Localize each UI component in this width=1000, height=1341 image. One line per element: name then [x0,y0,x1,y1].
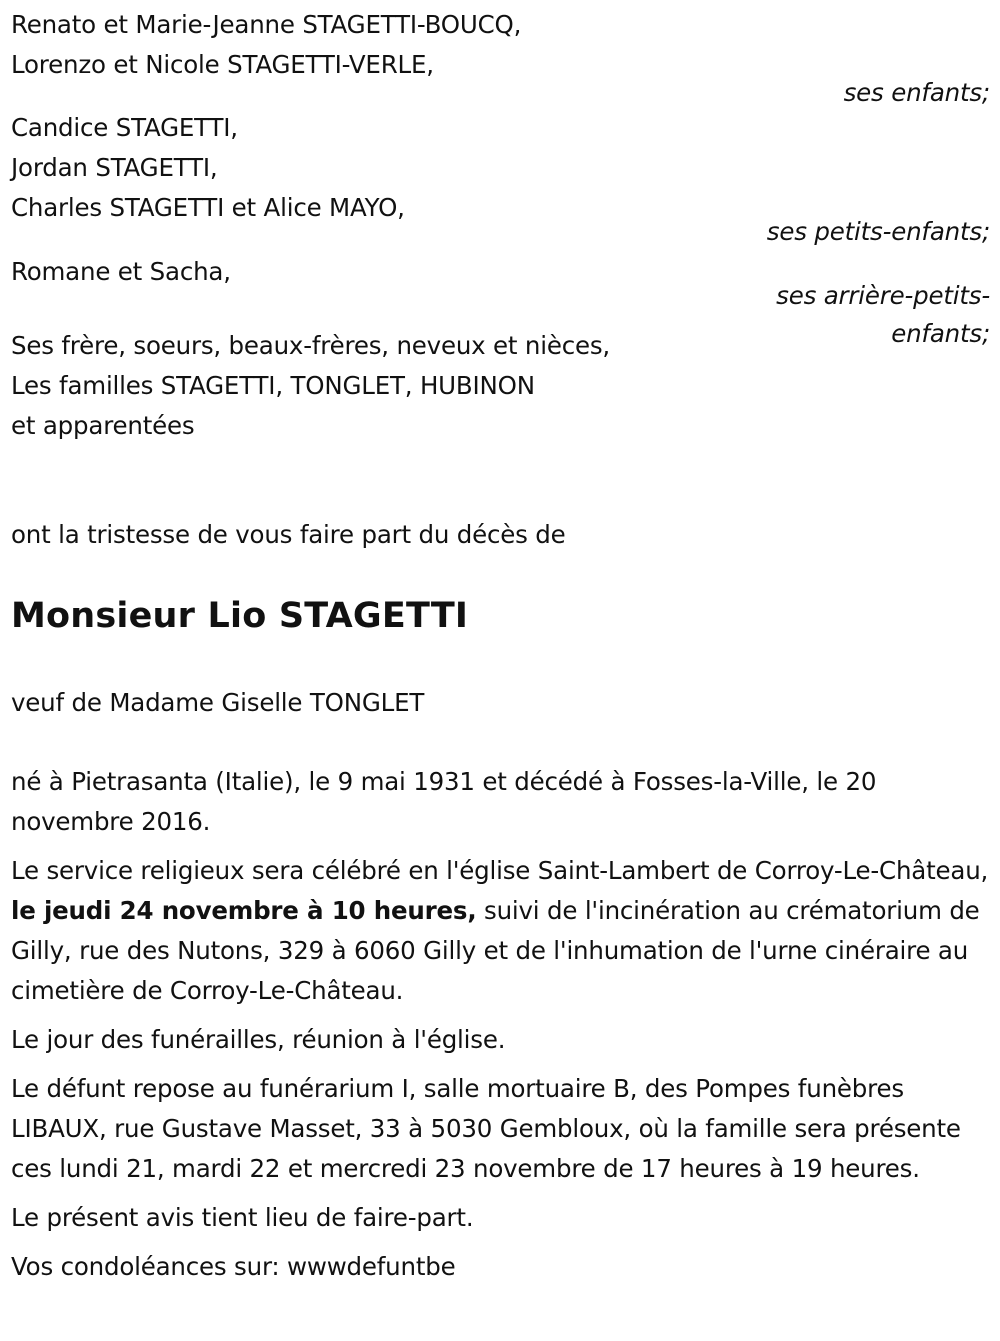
relation-label: ses enfants; [843,78,990,107]
grandchild-line: Jordan STAGETTI, [11,153,218,182]
deceased-name: Monsieur Lio STAGETTI [11,596,469,636]
widow-of-text: veuf de Madame Giselle TONGLET [11,688,425,717]
extended-family-group [11,326,610,446]
grandchild-line: Charles STAGETTI et Alice MAYO, [11,193,405,222]
service-text: Le service religieux sera célébré en l'église Saint-Lambert de Corroy-Le-Château, [11,856,989,885]
relation-label: ses arrière-petits-enfants; [776,281,990,348]
condolences-paragraph: Vos condoléances sur: wwwdefuntbe [11,1252,456,1281]
great-grandchild-line: Romane et Sacha, [11,257,231,286]
relation-label: ses petits-enfants; [766,217,990,246]
family-line: Les familles STAGETTI, TONGLET, HUBINON [11,371,535,400]
children-group [11,5,990,107]
service-paragraph [11,851,996,1011]
announcement-text: ont la tristesse de vous faire part du décès de [11,520,566,549]
service-text-continued: suivi de l'incinération au crématorium de Gilly, rue des Nutons, 329 à 6060 Gilly et de l'inhumation de l'urne cinéraire au cimetière de Corroy-Le-Château. [11,896,980,1005]
family-line: Ses frère, soeurs, beaux-frères, neveux et nièces, [11,331,611,360]
birth-death-paragraph: né à Pietrasanta (Italie), le 9 mai 1931 et décédé à Fosses-la-Ville, le 20 novembre 2016. [11,767,877,836]
grandchild-line: Candice STAGETTI, [11,113,238,142]
notice-paragraph: Le présent avis tient lieu de faire-part. [11,1203,474,1232]
grandchildren-group [11,108,990,246]
obituary-body [11,762,996,1296]
repose-paragraph: Le défunt repose au funérarium I, salle mortuaire B, des Pompes funèbres LIBAUX, rue Gustave Masset, 33 à 5030 Gembloux, où la famille sera présente ces lundi 21, mardi 22 et mercredi 23 novembre de 17 heures à 19 heures. [11,1074,961,1183]
gathering-paragraph: Le jour des funérailles, réunion à l'église. [11,1025,506,1054]
child-line: Lorenzo et Nicole STAGETTI-VERLE, [11,50,434,79]
child-line: Renato et Marie-Jeanne STAGETTI-BOUCQ, [11,10,522,39]
service-date-time: le jeudi 24 novembre à 10 heures, [11,896,477,925]
family-line: et apparentées [11,411,195,440]
